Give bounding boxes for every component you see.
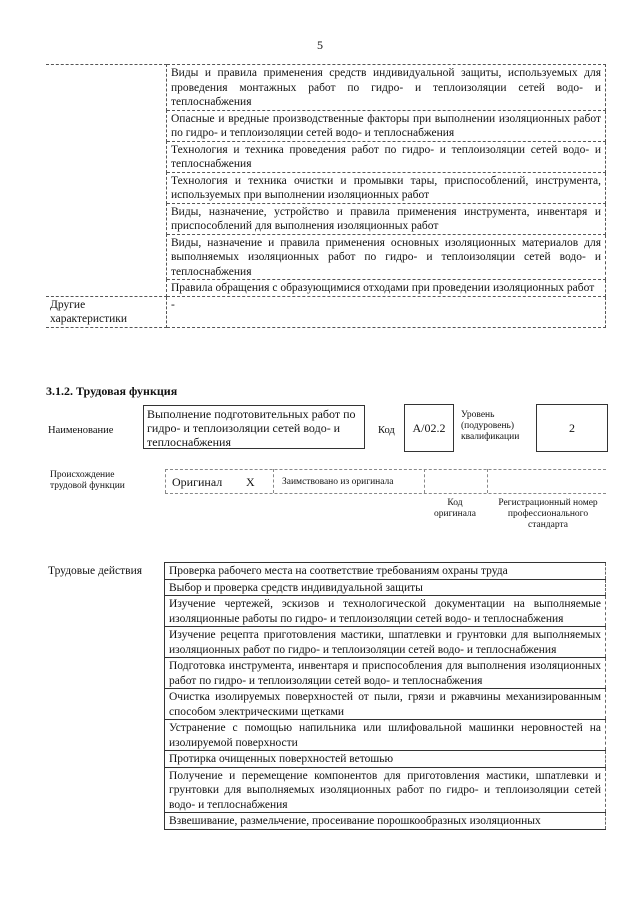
table-row xyxy=(46,563,606,580)
knowledge-item: Правила обращения с образующимися отходами при проведении изоляционных работ xyxy=(167,280,606,297)
code-value-box: A/02.2 xyxy=(404,404,454,452)
table-row xyxy=(46,296,606,327)
knowledge-item: Виды, назначение и правила применения основных изоляционных материалов для выполняемых изоляционных работ по гидро- и теплоизоляции сетей водо- и теплоснабжения xyxy=(167,234,606,280)
table-row xyxy=(46,65,606,111)
labor-action-item: Взвешивание, размельчение, просеивание порошкообразных изоляционных xyxy=(165,813,606,830)
origin-divider xyxy=(424,469,425,493)
origin-divider xyxy=(273,469,274,493)
labor-action-item: Изучение чертежей, эскизов и технологической документации на выполняемые изоляционные работы по гидро- и теплоизоляции сетей водо- и теплоснабжения xyxy=(165,596,606,627)
origin-top-rule xyxy=(165,469,606,470)
labor-action-item: Устранение с помощью напильника или шлифовальной машинки неровностей на изолируемой поверхности xyxy=(165,720,606,751)
labor-actions-label: Трудовые действия xyxy=(48,564,143,577)
origin-divider xyxy=(165,469,166,493)
labor-action-item: Очистка изолируемых поверхностей от пыли, грязи и ржавчины механизированным способом электрическими щетками xyxy=(165,689,606,720)
original-code-caption: Код оригинала xyxy=(434,498,476,519)
page-number: 5 xyxy=(317,38,323,52)
section-title: 3.1.2. Трудовая функция xyxy=(46,384,178,398)
knowledge-item: Опасные и вредные производственные факторы при выполнении изоляционных работ по гидро- и теплоизоляции сетей водо- и теплоснабжения xyxy=(167,110,606,141)
labor-action-item: Выбор и проверка средств индивидуальной защиты xyxy=(165,579,606,596)
labor-actions-table xyxy=(46,562,606,830)
other-characteristics-label: Другие характеристики xyxy=(46,296,167,327)
registration-number-caption: Регистрационный номер профессионального стандарта xyxy=(498,498,598,530)
knowledge-item: Технология и техника проведения работ по гидро- и теплоизоляции сетей водо- и теплоснабжения xyxy=(167,141,606,172)
origin-label: Происхождение трудовой функции xyxy=(50,470,125,491)
knowledge-item: Виды, назначение, устройство и правила применения инструмента, инвентаря и приспособлений для выполнения изоляционных работ xyxy=(167,203,606,234)
labor-action-item: Проверка рабочего места на соответствие требованиям охраны труда xyxy=(165,563,606,580)
function-name-box: Выполнение подготовительных работ по гидро- и теплоизоляции сетей водо- и теплоснабжения xyxy=(143,405,365,449)
original-mark: X xyxy=(246,475,255,489)
origin-bottom-rule xyxy=(165,493,606,494)
borrowed-label: Заимствовано из оригинала xyxy=(282,477,394,487)
labor-action-item: Протирка очищенных поверхностей ветошью xyxy=(165,751,606,768)
knowledge-table xyxy=(46,64,606,328)
labor-action-item: Изучение рецепта приготовления мастики, шпатлевки и грунтовки для выполняемых изоляционных работ по гидро- и теплоизоляции сетей водо- и теплоснабжения xyxy=(165,627,606,658)
labor-action-item: Подготовка инструмента, инвентаря и приспособления для выполнения изоляционных работ по гидро- и теплоизоляции сетей водо- и теплоснабжения xyxy=(165,658,606,689)
origin-divider xyxy=(487,469,488,493)
other-characteristics-value: - xyxy=(167,296,606,327)
knowledge-item: Технология и техника очистки и промывки тары, приспособлений, инструмента, используемых при выполнении изоляционных работ xyxy=(167,172,606,203)
code-label: Код xyxy=(378,425,395,436)
level-value-box: 2 xyxy=(536,404,608,452)
original-label: Оригинал xyxy=(172,475,223,489)
level-label: Уровень (подуровень) квалификации xyxy=(461,410,520,442)
labor-action-item: Получение и перемещение компонентов для приготовления мастики, шпатлевки и грунтовки для выполняемых изоляционных работ по гидро- и теплоизоляции сетей водо- и теплоснабжения xyxy=(165,767,606,813)
knowledge-item: Виды и правила применения средств индивидуальной защиты, используемых для проведения монтажных работ по гидро- и теплоизоляции сетей водо- и теплоснабжения xyxy=(167,65,606,111)
knowledge-label-cell xyxy=(46,65,167,297)
name-label: Наименование xyxy=(48,425,114,436)
